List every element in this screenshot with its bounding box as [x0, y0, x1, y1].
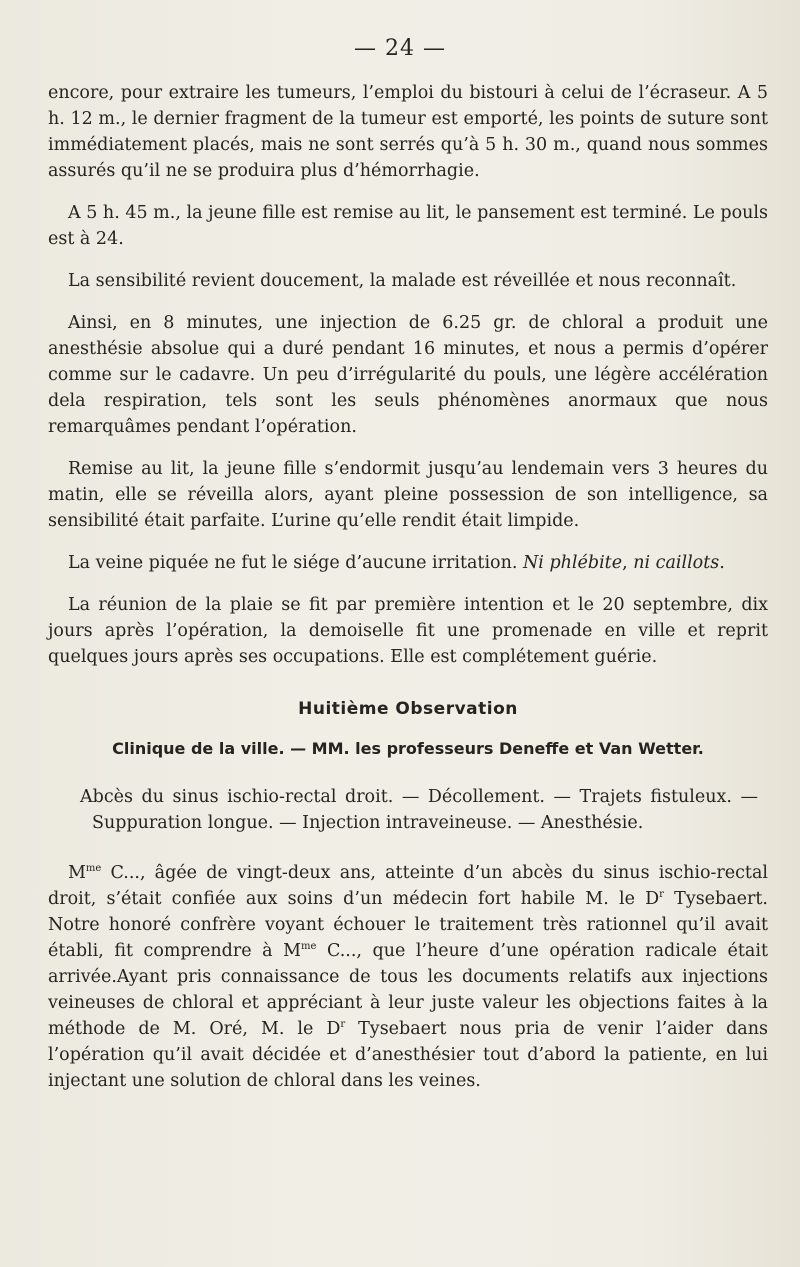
paragraph: Remise au lit, la jeune fille s’endormit jusqu’au lendemain vers 3 heures du matin, elle se réveilla alors, ayant pleine possession de son intelligence, sa sensibilité était parfaite. L’urine qu’elle rendit était limpide. [48, 459, 768, 531]
title-sup: me [301, 941, 317, 953]
vein-italic-2: ni caillots [633, 553, 720, 573]
vein-italic-1: Ni phlébite [522, 553, 623, 573]
page-number: — 24 — [354, 36, 446, 61]
paragraph: La sensibilité revient doucement, la malade est réveillée et nous reconnaît. [68, 271, 737, 291]
paragraph-vein [48, 550, 768, 576]
doctor-sup: r [340, 1019, 346, 1031]
text-body [48, 80, 768, 1110]
vein-end: . [719, 553, 725, 573]
case-text-3: C..., que l’heure d’une opération radicale était arrivée.Ayant pris connaissance de tous les documents relatifs aux injections veineuses de chloral et appréciant à leur juste valeur les objections faites à la méthode de M. Oré, M. le D [48, 941, 768, 1039]
vein-text: La veine piquée ne fut le siége d’aucune irritation. [68, 553, 523, 573]
case-summary: Abcès du sinus ischio-rectal droit. — Décollement. — Trajets fistuleux. — Suppuration longue. — Injection intraveineuse. — Anesthésie. [80, 787, 758, 833]
title-sup: me [85, 863, 102, 875]
case-text-1: C..., âgée de vingt-deux ans, atteinte d’un abcès du sinus ischio-rectal droit, s’était confiée aux soins d’un médecin fort habile M. le D [48, 863, 768, 909]
paragraph: A 5 h. 45 m., la jeune fille est remise au lit, le pansement est terminé. Le pouls est à 24. [48, 203, 768, 249]
section-subtitle: Clinique de la ville. — MM. les professeurs Deneffe et Van Wetter. [112, 739, 704, 758]
case-text-2: Tysebaert. Notre honoré confrère voyant échouer le traitement très rationnel qu’il avait établi, fit comprendre à M [48, 889, 768, 961]
paragraph: Ainsi, en 8 minutes, une injection de 6.25 gr. de chloral a produit une anesthésie absolue qui a duré pendant 16 minutes, et nous a permis d’opérer comme sur le cadavre. Un peu d’irrégularité du pouls, une légère accélération dela respiration, tels sont les seuls phénomènes anormaux que nous remarquâmes pendant l’opération. [48, 313, 768, 437]
doctor-sup: r [659, 889, 664, 901]
title-m: M [68, 863, 86, 883]
paragraph-reunion: La réunion de la plaie se fit par première intention et le 20 septembre, dix jours après l’opération, la demoiselle fit une promenade en ville et reprit quelques jours après ses occupations. Elle est complétement guérie. [48, 595, 768, 667]
vein-sep: , [622, 553, 634, 573]
paragraph-case [48, 860, 768, 1094]
section-title: Huitième Observation [298, 699, 518, 719]
case-text-4: Tysebaert nous pria de venir l’aider dans l’opération qu’il avait décidée et d’anesthésier tout d’abord la patiente, en lui injectant une solution de chloral dans les veines. [48, 1019, 768, 1091]
paragraph: encore, pour extraire les tumeurs, l’emploi du bistouri à celui de l’écraseur. A 5 h. 12 m., le dernier fragment de la tumeur est emporté, les points de suture sont immédiatement placés, mais ne sont serrés qu’à 5 h. 30 m., quand nous sommes assurés qu’il ne se produira plus d’hémorrhagie. [48, 83, 768, 181]
